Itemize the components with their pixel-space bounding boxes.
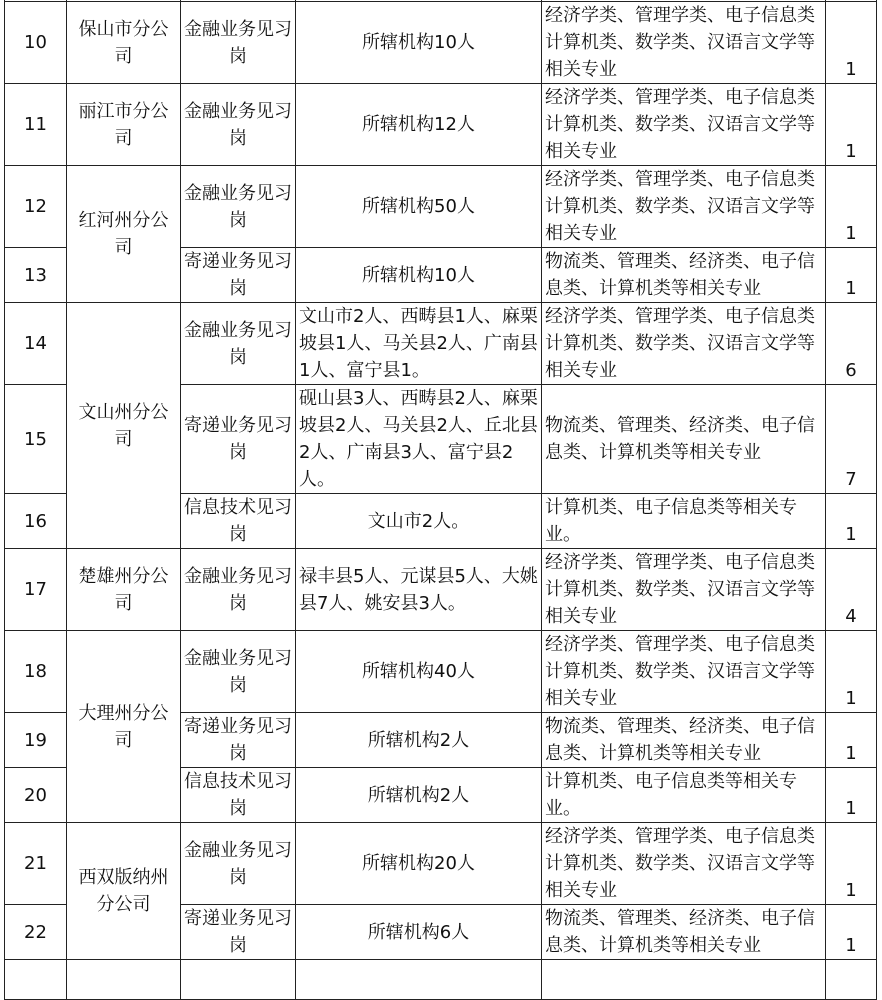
major-requirement: 经济学类、管理学类、电子信息类计算机类、数学类、汉语言文学等相关专业: [542, 166, 826, 248]
branch-name: 大理州分公司: [67, 631, 181, 823]
row-number: 19: [5, 713, 67, 768]
post-name: 寄递业务见习岗: [181, 385, 296, 494]
location-quota: 禄丰县5人、元谋县5人、大姚县7人、姚安县3人。: [296, 549, 542, 631]
headcount: 1: [826, 248, 877, 303]
major-requirement: 计算机类、电子信息类等相关专业。: [542, 494, 826, 549]
headcount: 4: [826, 549, 877, 631]
row-number: 14: [5, 303, 67, 385]
location-quota: 所辖机构20人: [296, 823, 542, 905]
location-quota: 文山市2人、西畴县1人、麻栗坡县1人、马关县2人、广南县1人、富宁县1。: [296, 303, 542, 385]
post-name: 金融业务见习岗: [181, 631, 296, 713]
branch-name: 西双版纳州分公司: [67, 823, 181, 960]
row-number: 10: [5, 2, 67, 84]
location-quota: 砚山县3人、西畴县2人、麻栗坡县2人、马关县2人、丘北县2人、广南县3人、富宁县2人。: [296, 385, 542, 494]
location-quota: 所辖机构2人: [296, 713, 542, 768]
major-requirement: 计算机类、电子信息类等相关专业。: [542, 768, 826, 823]
location-quota: 文山市2人。: [296, 494, 542, 549]
post-name: 金融业务见习岗: [181, 303, 296, 385]
post-name: 金融业务见习岗: [181, 166, 296, 248]
branch-name: 文山州分公司: [67, 303, 181, 549]
location-quota: 所辖机构10人: [296, 2, 542, 84]
major-requirement: 经济学类、管理学类、电子信息类计算机类、数学类、汉语言文学等相关专业: [542, 84, 826, 166]
location-quota: 所辖机构2人: [296, 768, 542, 823]
table-row: [5, 549, 877, 631]
table-row: [5, 2, 877, 84]
row-number: 15: [5, 385, 67, 494]
headcount: 1: [826, 713, 877, 768]
post-name: 寄递业务见习岗: [181, 905, 296, 960]
row-number: 13: [5, 248, 67, 303]
major-requirement: 物流类、管理类、经济类、电子信息类、计算机类等相关专业: [542, 385, 826, 494]
post-name: 金融业务见习岗: [181, 823, 296, 905]
post-name: 金融业务见习岗: [181, 549, 296, 631]
branch-name: 红河州分公司: [67, 166, 181, 303]
recruitment-table: [4, 0, 877, 1000]
headcount: 1: [826, 768, 877, 823]
major-requirement: 物流类、管理类、经济类、电子信息类、计算机类等相关专业: [542, 905, 826, 960]
branch-name: 保山市分公司: [67, 2, 181, 84]
table-row: [5, 631, 877, 713]
location-quota: 所辖机构10人: [296, 248, 542, 303]
headcount: 1: [826, 166, 877, 248]
major-requirement: 经济学类、管理学类、电子信息类计算机类、数学类、汉语言文学等相关专业: [542, 549, 826, 631]
major-requirement: 经济学类、管理学类、电子信息类计算机类、数学类、汉语言文学等相关专业: [542, 303, 826, 385]
row-number: 11: [5, 84, 67, 166]
post-name: 信息技术见习岗: [181, 768, 296, 823]
row-number: 22: [5, 905, 67, 960]
headcount: 1: [826, 84, 877, 166]
headcount: 7: [826, 385, 877, 494]
headcount: 1: [826, 823, 877, 905]
row-number: 21: [5, 823, 67, 905]
location-quota: 所辖机构50人: [296, 166, 542, 248]
major-requirement: 经济学类、管理学类、电子信息类计算机类、数学类、汉语言文学等相关专业: [542, 2, 826, 84]
major-requirement: 经济学类、管理学类、电子信息类计算机类、数学类、汉语言文学等相关专业: [542, 823, 826, 905]
post-name: 金融业务见习岗: [181, 84, 296, 166]
location-quota: 所辖机构12人: [296, 84, 542, 166]
location-quota: 所辖机构6人: [296, 905, 542, 960]
headcount: 1: [826, 494, 877, 549]
row-number: 12: [5, 166, 67, 248]
table-row-cut-off-bottom: [5, 960, 877, 1000]
post-name: 寄递业务见习岗: [181, 248, 296, 303]
headcount: 1: [826, 2, 877, 84]
table-row: [5, 303, 877, 385]
row-number: 20: [5, 768, 67, 823]
post-name: 信息技术见习岗: [181, 494, 296, 549]
location-quota: 所辖机构40人: [296, 631, 542, 713]
headcount: 1: [826, 905, 877, 960]
table-row: [5, 823, 877, 905]
branch-name: 楚雄州分公司: [67, 549, 181, 631]
table-row: [5, 166, 877, 248]
table-row: [5, 84, 877, 166]
major-requirement: 经济学类、管理学类、电子信息类计算机类、数学类、汉语言文学等相关专业: [542, 631, 826, 713]
post-name: 金融业务见习岗: [181, 2, 296, 84]
row-number: 18: [5, 631, 67, 713]
headcount: 6: [826, 303, 877, 385]
major-requirement: 物流类、管理类、经济类、电子信息类、计算机类等相关专业: [542, 248, 826, 303]
headcount: 1: [826, 631, 877, 713]
post-name: 寄递业务见习岗: [181, 713, 296, 768]
major-requirement: 物流类、管理类、经济类、电子信息类、计算机类等相关专业: [542, 713, 826, 768]
branch-name: 丽江市分公司: [67, 84, 181, 166]
row-number: 16: [5, 494, 67, 549]
row-number: 17: [5, 549, 67, 631]
